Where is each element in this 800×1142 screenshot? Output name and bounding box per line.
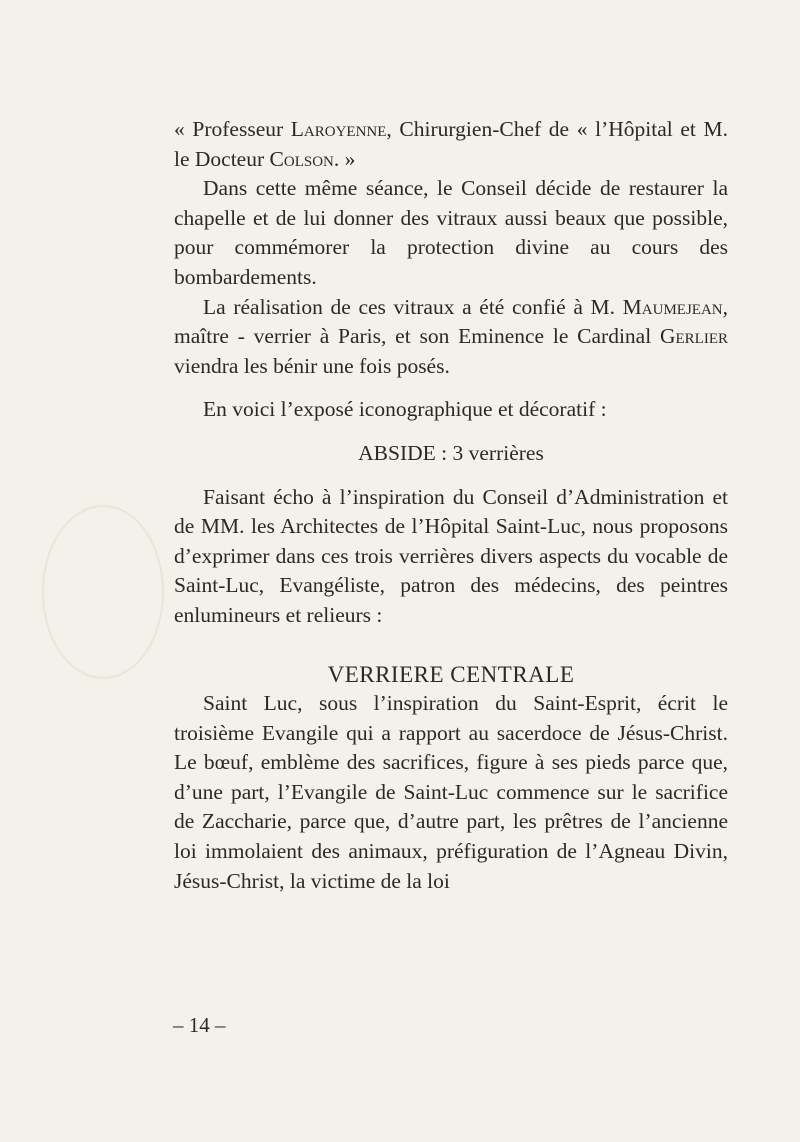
faded-stamp bbox=[42, 505, 164, 679]
p1-text-b: , Chirurgien-Chef de « l’Hôpital et M. le Docteur bbox=[174, 117, 728, 171]
heading-abside: ABSIDE : 3 verrières bbox=[358, 440, 544, 465]
paragraph-6: Saint Luc, sous l’inspiration du Saint-Esprit, écrit le troisième Evangile qui a rapport au sacerdoce de Jésus-Christ. Le bœuf, emblème des sacrifices, figure à ses pieds parce que, d’une part, l’Evangile de Saint-Luc commence sur le sacrifice de Zaccharie, parce que, d’autre part, les prêtres de l’ancienne loi immolaient des animaux, préfiguration de l’Agneau Divin, Jésus-Christ, la victime de la loi bbox=[174, 691, 728, 893]
page-number: – 14 – bbox=[173, 1013, 226, 1037]
p3-text-a: La réalisation de ces vitraux a été confié à M. bbox=[203, 294, 623, 319]
paragraph-1 bbox=[174, 115, 728, 174]
name-maumejean: Maumejean bbox=[622, 294, 723, 319]
name-colson: Colson bbox=[269, 146, 334, 171]
p1-text-a: « Professeur bbox=[174, 117, 291, 141]
p1-text-c: . » bbox=[333, 146, 356, 171]
paragraph-4: En voici l’exposé iconographique et décoratif : bbox=[203, 397, 607, 422]
paragraph-5: Faisant écho à l’inspiration du Conseil d’Administration et de MM. les Architectes de l’Hôpital Saint-Luc, nous proposons d’exprimer dans ces trois verrières divers aspects du vocable de Saint-Luc, Evangéliste, patron des médecins, des peintres enlumineurs et relieurs : bbox=[174, 484, 728, 627]
name-laroyenne: Laroyenne bbox=[290, 117, 387, 141]
name-gerlier: Gerlier bbox=[659, 324, 728, 349]
heading-verriere-centrale: VERRIERE CENTRALE bbox=[327, 661, 575, 687]
body-text bbox=[174, 115, 728, 896]
p3-text-c: viendra les bénir une fois posés. bbox=[174, 353, 450, 378]
paragraph-3 bbox=[174, 293, 728, 382]
p3-text-b: , maître - verrier à Paris, et son Eminence le Cardinal bbox=[174, 294, 728, 349]
paragraph-2: Dans cette même séance, le Conseil décide de restaurer la chapelle et de lui donner des vitraux aussi beaux que possible, pour commémorer la protection divine au cours des bombardements. bbox=[174, 176, 728, 289]
